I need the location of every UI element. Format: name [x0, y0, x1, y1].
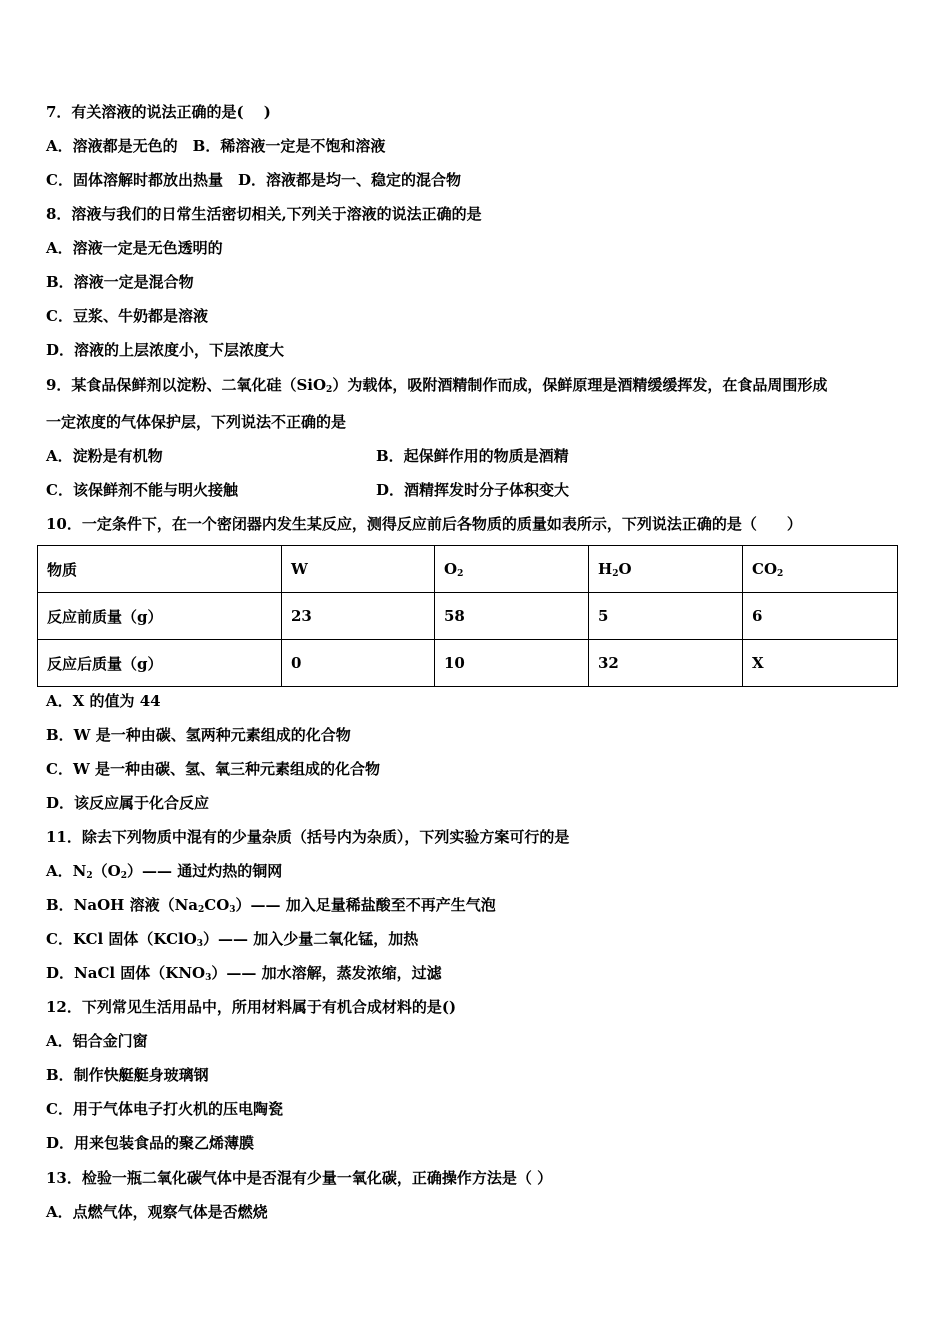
q10-option-a: A．X 的值为 44 [46, 692, 161, 710]
table-cell: 5 [589, 593, 743, 640]
table-header-row [38, 546, 898, 593]
q11-option-c [46, 929, 418, 949]
q11a-p1: A．N [46, 862, 87, 880]
q9-stem-line2: 一定浓度的气体保护层，下列说法不正确的是 [46, 413, 347, 431]
q8-stem: 8．溶液与我们的日常生活密切相关,下列关于溶液的说法正确的是 [46, 205, 482, 223]
q7-options-ab: A．溶液都是无色的 B．稀溶液一定是不饱和溶液 [46, 137, 386, 155]
q13-option-a: A．点燃气体，观察气体是否燃烧 [46, 1203, 268, 1221]
q11d-p2: ）—— 加水溶解，蒸发浓缩，过滤 [211, 964, 442, 982]
table-cell: 反应后质量（g） [38, 640, 282, 687]
q11a-s2: 2 [120, 871, 127, 881]
q13-stem: 13．检验一瓶二氧化碳气体中是否混有少量一氧化碳，正确操作方法是（ ） [46, 1169, 553, 1187]
table-row [38, 593, 898, 640]
q12-stem: 12．下列常见生活用品中，所用材料属于有机合成材料的是() [46, 998, 457, 1016]
q11d-p1: D．NaCl 固体（KNO [46, 964, 206, 982]
q11b-p2: CO [204, 896, 230, 914]
table-header-cell [435, 546, 589, 593]
q10-mass-table [37, 545, 898, 687]
q10-stem: 10．一定条件下，在一个密闭器内发生某反应，测得反应前后各物质的质量如表所示，下列说法正确的是（ ） [46, 515, 802, 533]
q11a-p3: ）—— 通过灼热的铜网 [126, 862, 283, 880]
table-row [38, 640, 898, 687]
q11c-p2: ）—— 加入少量二氧化锰，加热 [203, 930, 419, 948]
q9-stem-post: ）为载体，吸附酒精制作而成，保鲜原理是酒精缓缓挥发，在食品周围形成 [332, 376, 828, 394]
table-cell: X [743, 640, 898, 687]
q10-option-d: D．该反应属于化合反应 [46, 794, 210, 812]
q9-options-ab [46, 446, 569, 466]
q11d-s1: 3 [205, 973, 212, 983]
q11-option-a [46, 861, 282, 881]
q9-option-a: A．淀粉是有机物 [46, 447, 163, 465]
h2o-o: O [618, 560, 632, 578]
q11a-s1: 2 [86, 871, 93, 881]
q8-option-b: B．溶液一定是混合物 [46, 273, 194, 291]
co2-sub: 2 [777, 569, 784, 579]
table-header-cell [743, 546, 898, 593]
o2-sub: 2 [457, 569, 464, 579]
q11c-p1: C．KCl 固体（KClO [46, 930, 197, 948]
table-cell: 10 [435, 640, 589, 687]
q9-stem [46, 375, 827, 395]
table-cell: 6 [743, 593, 898, 640]
q10-option-b: B．W 是一种由碳、氢两种元素组成的化合物 [46, 726, 351, 744]
q11b-s2: 3 [229, 905, 236, 915]
q7-options-cd: C．固体溶解时都放出热量 D．溶液都是均一、稳定的混合物 [46, 171, 461, 189]
q9-stem-sub: 2 [326, 385, 333, 395]
q9-options-cd [46, 480, 570, 500]
q12-option-a: A．铝合金门窗 [46, 1032, 148, 1050]
q11b-p3: ）—— 加入足量稀盐酸至不再产生气泡 [235, 896, 496, 914]
h2o-h: H [598, 560, 613, 578]
table-header-cell [589, 546, 743, 593]
q9-option-b: B．起保鲜作用的物质是酒精 [376, 447, 569, 465]
table-cell: 反应前质量（g） [38, 593, 282, 640]
table-header-cell: W [282, 546, 435, 593]
table-cell: 23 [282, 593, 435, 640]
q11a-p2: （O [92, 862, 121, 880]
q11b-s1: 2 [198, 905, 205, 915]
q9-option-c: C．该保鲜剂不能与明火接触 [46, 481, 238, 499]
q8-option-d: D．溶液的上层浓度小，下层浓度大 [46, 341, 285, 359]
q11-stem: 11．除去下列物质中混有的少量杂质（括号内为杂质），下列实验方案可行的是 [46, 828, 570, 846]
q10-option-c: C．W 是一种由碳、氢、氧三种元素组成的化合物 [46, 760, 381, 778]
q9-option-d: D．酒精挥发时分子体积变大 [376, 481, 570, 499]
o2-main: O [444, 560, 458, 578]
q11b-p1: B．NaOH 溶液（Na [46, 896, 198, 914]
table-cell: 0 [282, 640, 435, 687]
q12-option-d: D．用来包装食品的聚乙烯薄膜 [46, 1134, 255, 1152]
q9-stem-pre: 9．某食品保鲜剂以淀粉、二氧化硅（SiO [46, 376, 327, 394]
co2-main: CO [752, 560, 778, 578]
q11-option-b [46, 895, 496, 915]
table-cell: 32 [589, 640, 743, 687]
table-header-cell: 物质 [38, 546, 282, 593]
q12-option-c: C．用于气体电子打火机的压电陶瓷 [46, 1100, 283, 1118]
table-cell: 58 [435, 593, 589, 640]
q11c-s1: 3 [196, 939, 204, 949]
q8-option-a: A．溶液一定是无色透明的 [46, 239, 223, 257]
q8-option-c: C．豆浆、牛奶都是溶液 [46, 307, 208, 325]
q12-option-b: B．制作快艇艇身玻璃钢 [46, 1066, 209, 1084]
q11-option-d [46, 963, 442, 983]
h2o-sub: 2 [612, 569, 619, 579]
q7-stem: 7．有关溶液的说法正确的是( ) [46, 103, 271, 121]
